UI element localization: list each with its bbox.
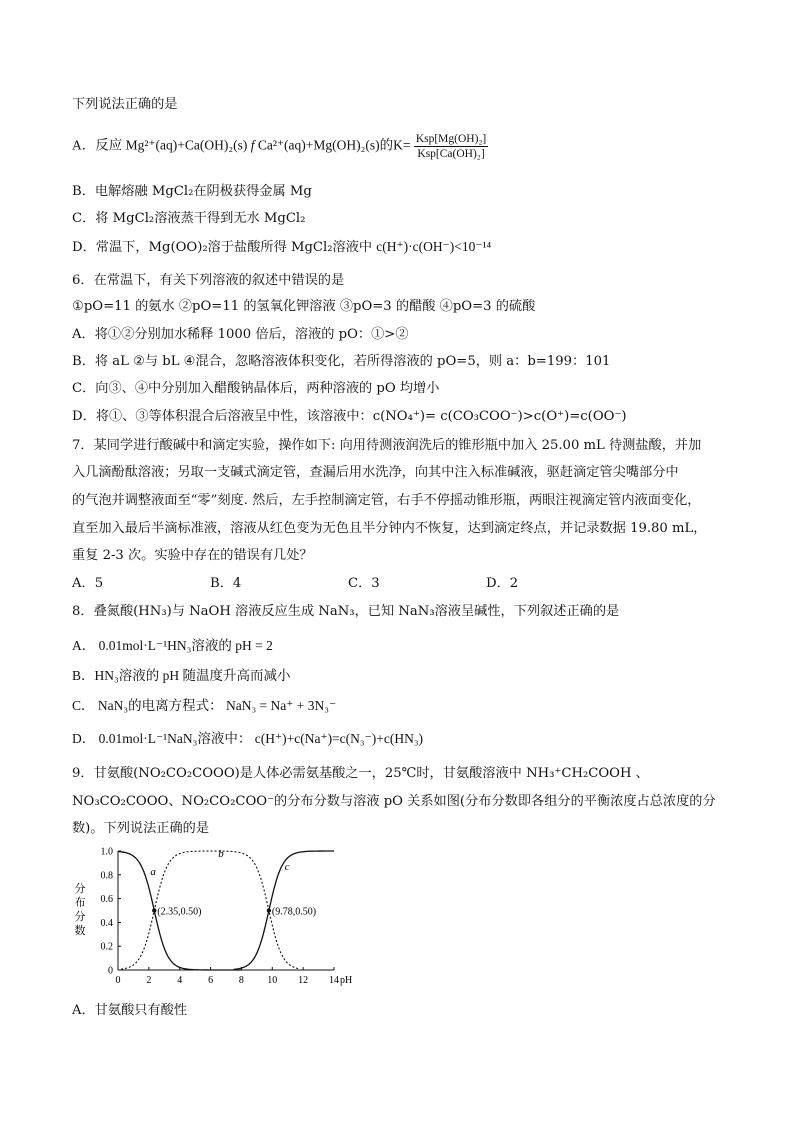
series-c-label: c bbox=[284, 861, 290, 874]
q7-line-5: 重复 2-3 次。实验中存在的错误有几处？ bbox=[72, 548, 313, 563]
q7-line-4: 直至加入最后半滴标准液，溶液从红色变为无色且半分钟内不恢复，达到滴定终点，并记录数据 19.80 mL， bbox=[72, 521, 707, 536]
reaction-left: Mg²⁺(aq)+Ca(OH)₂(s) bbox=[125, 137, 248, 153]
q9-option-a: A．甘氨酸只有酸性 bbox=[72, 1003, 188, 1018]
chart-points bbox=[152, 907, 316, 918]
q7-option-d: D．2 bbox=[486, 576, 519, 591]
x-tick-label: 4 bbox=[177, 975, 183, 986]
q8-option-d: D． 0.01mol·L⁻¹NaN₃溶液中： c(H⁺)+c(Na⁺)=c(N₃⁻)+c(HN₃) bbox=[72, 731, 424, 746]
q8-option-c: C． NaN₃的电离方程式： NaN₃ = Na⁺ + 3N₃⁻ bbox=[72, 698, 337, 713]
k-fraction bbox=[414, 132, 488, 161]
q7-option-a: A．5 bbox=[72, 576, 104, 591]
option-d-prefix: D．常温下，Mg(OO)₂溶于盐酸所得 MgCl₂溶液中 bbox=[72, 240, 373, 255]
option-d-line bbox=[72, 238, 491, 257]
x-tick-label: 10 bbox=[267, 975, 278, 986]
q7-line-2: 入几滴酚酞溶液；另取一支碱式滴定管，查漏后用水洗净，向其中注入标准碱液，驱赶滴定管尖嘴部分中 bbox=[72, 465, 679, 480]
option-a-prefix: A．反应 bbox=[72, 137, 123, 153]
q7-option-b: B．4 bbox=[210, 576, 242, 591]
y-axis-label-char: 数 bbox=[74, 925, 86, 937]
k-numerator: Ksp[Mg(OH)₂] bbox=[415, 133, 487, 145]
y-axis-label-char: 布 bbox=[74, 897, 86, 909]
q7-line-1: 7．某同学进行酸碱中和滴定实验，操作如下: 向用待测液润洗后的锥形瓶中加入 25.00 mL 待测盐酸，并加 bbox=[72, 438, 702, 453]
q7-line-3: 的气泡并调整液面至“零”刻度. 然后，左手控制滴定管，右手不停摇动锥形瓶，两眼注视滴定管内液面变化， bbox=[72, 493, 701, 508]
k-denominator: Ksp[Ca(OH)₂] bbox=[417, 148, 485, 160]
q6-option-c: C．向③、④中分别加入醋酸钠晶体后，两种溶液的 pO 均增小 bbox=[72, 381, 440, 396]
q8-option-a: A． 0.01mol·L⁻¹HN₃溶液的 pH = 2 bbox=[72, 638, 273, 653]
q9-line-2: NO₃CO₂COOO、NO₂CO₂COO⁻的分布分数与溶液 pO 关系如图(分布分数即各组分的平衡浓度占总浓度的分 bbox=[72, 794, 716, 809]
q8-option-b: B．HN₃溶液的 pH 随温度升高而减小 bbox=[72, 668, 291, 683]
q6-option-b: B．将 aL ②与 bL ④混合，忽略溶液体积变化，若所得溶液的 pO=5，则 a：b=199：101 bbox=[72, 354, 611, 369]
reaction-right: Ca²⁺(aq)+Mg(OH)₂(s)的K= bbox=[257, 137, 411, 153]
q9-line-3: 数)。下列说法正确的是 bbox=[72, 821, 210, 836]
x-tick-label: 8 bbox=[238, 975, 244, 986]
y-axis-label-char: 分 bbox=[74, 911, 86, 923]
q6-items: ①pO=11 的氨水 ②pO=11 的氢氧化钾溶液 ③pO=3 的醋酸 ④pO=3 的硫酸 bbox=[72, 299, 536, 314]
distribution-chart bbox=[70, 840, 370, 992]
q9-line-1: 9．甘氨酸(NO₂CO₂COOO)是人体必需氨基酸之一，25℃时，甘氨酸溶液中 NH₃⁺CH₂COOH 、 bbox=[72, 766, 649, 781]
y-tick-label: 0.8 bbox=[100, 870, 113, 882]
point-label: (9.78,0.50) bbox=[271, 906, 317, 918]
x-tick-label: 6 bbox=[208, 975, 214, 986]
q6-option-a: A．将①②分别加水稀释 1000 倍后，溶液的 pO：①>② bbox=[72, 327, 409, 342]
q7-option-c: C．3 bbox=[348, 576, 380, 591]
x-tick-label: 12 bbox=[298, 975, 309, 986]
annotated-point bbox=[152, 908, 156, 912]
y-tick-label: 0.4 bbox=[100, 917, 113, 929]
x-axis-label: pH bbox=[340, 975, 353, 986]
y-tick-label: 0.2 bbox=[100, 941, 113, 953]
y-tick-label: 0 bbox=[108, 965, 113, 977]
series-b-label: b bbox=[218, 847, 224, 860]
intro-line: 下列说法正确的是 bbox=[72, 97, 178, 112]
series-a-label: a bbox=[150, 865, 156, 878]
x-tick-label: 0 bbox=[115, 975, 121, 986]
q6-option-d: D．将①、③等体积混合后溶液呈中性，该溶液中：c(NO₄⁺)= c(CO₃COO⁻)>c(O⁺)=c(OO⁻) bbox=[72, 409, 627, 424]
option-c-line: C．将 MgCl₂溶液蒸干得到无水 MgCl₂ bbox=[72, 211, 306, 226]
annotated-point bbox=[267, 908, 271, 912]
option-a-line bbox=[72, 132, 488, 161]
y-axis-label-char: 分 bbox=[74, 883, 86, 895]
q8-stem: 8．叠氮酸(HN₃)与 NaOH 溶液反应生成 NaN₃，已知 NaN₃溶液呈碱性，下列叙述正确的是 bbox=[72, 604, 620, 619]
x-tick-label: 14 bbox=[329, 975, 339, 986]
x-tick-label: 2 bbox=[146, 975, 152, 986]
q7-options bbox=[72, 575, 518, 593]
y-axis-label bbox=[75, 881, 86, 937]
point-label: (2.35,0.50) bbox=[157, 906, 202, 918]
q6-stem: 6．在常温下，有关下列溶液的叙述中错误的是 bbox=[72, 273, 345, 288]
option-b-line: B．电解熔融 MgCl₂在阴极获得金属 Mg bbox=[72, 184, 312, 199]
equilibrium-arrow: f bbox=[250, 137, 255, 153]
option-d-expression: c(H⁺)·c(OH⁻)<10⁻¹⁴ bbox=[376, 239, 492, 254]
y-tick-label: 1.0 bbox=[100, 846, 113, 858]
y-tick-label: 0.6 bbox=[100, 894, 113, 906]
